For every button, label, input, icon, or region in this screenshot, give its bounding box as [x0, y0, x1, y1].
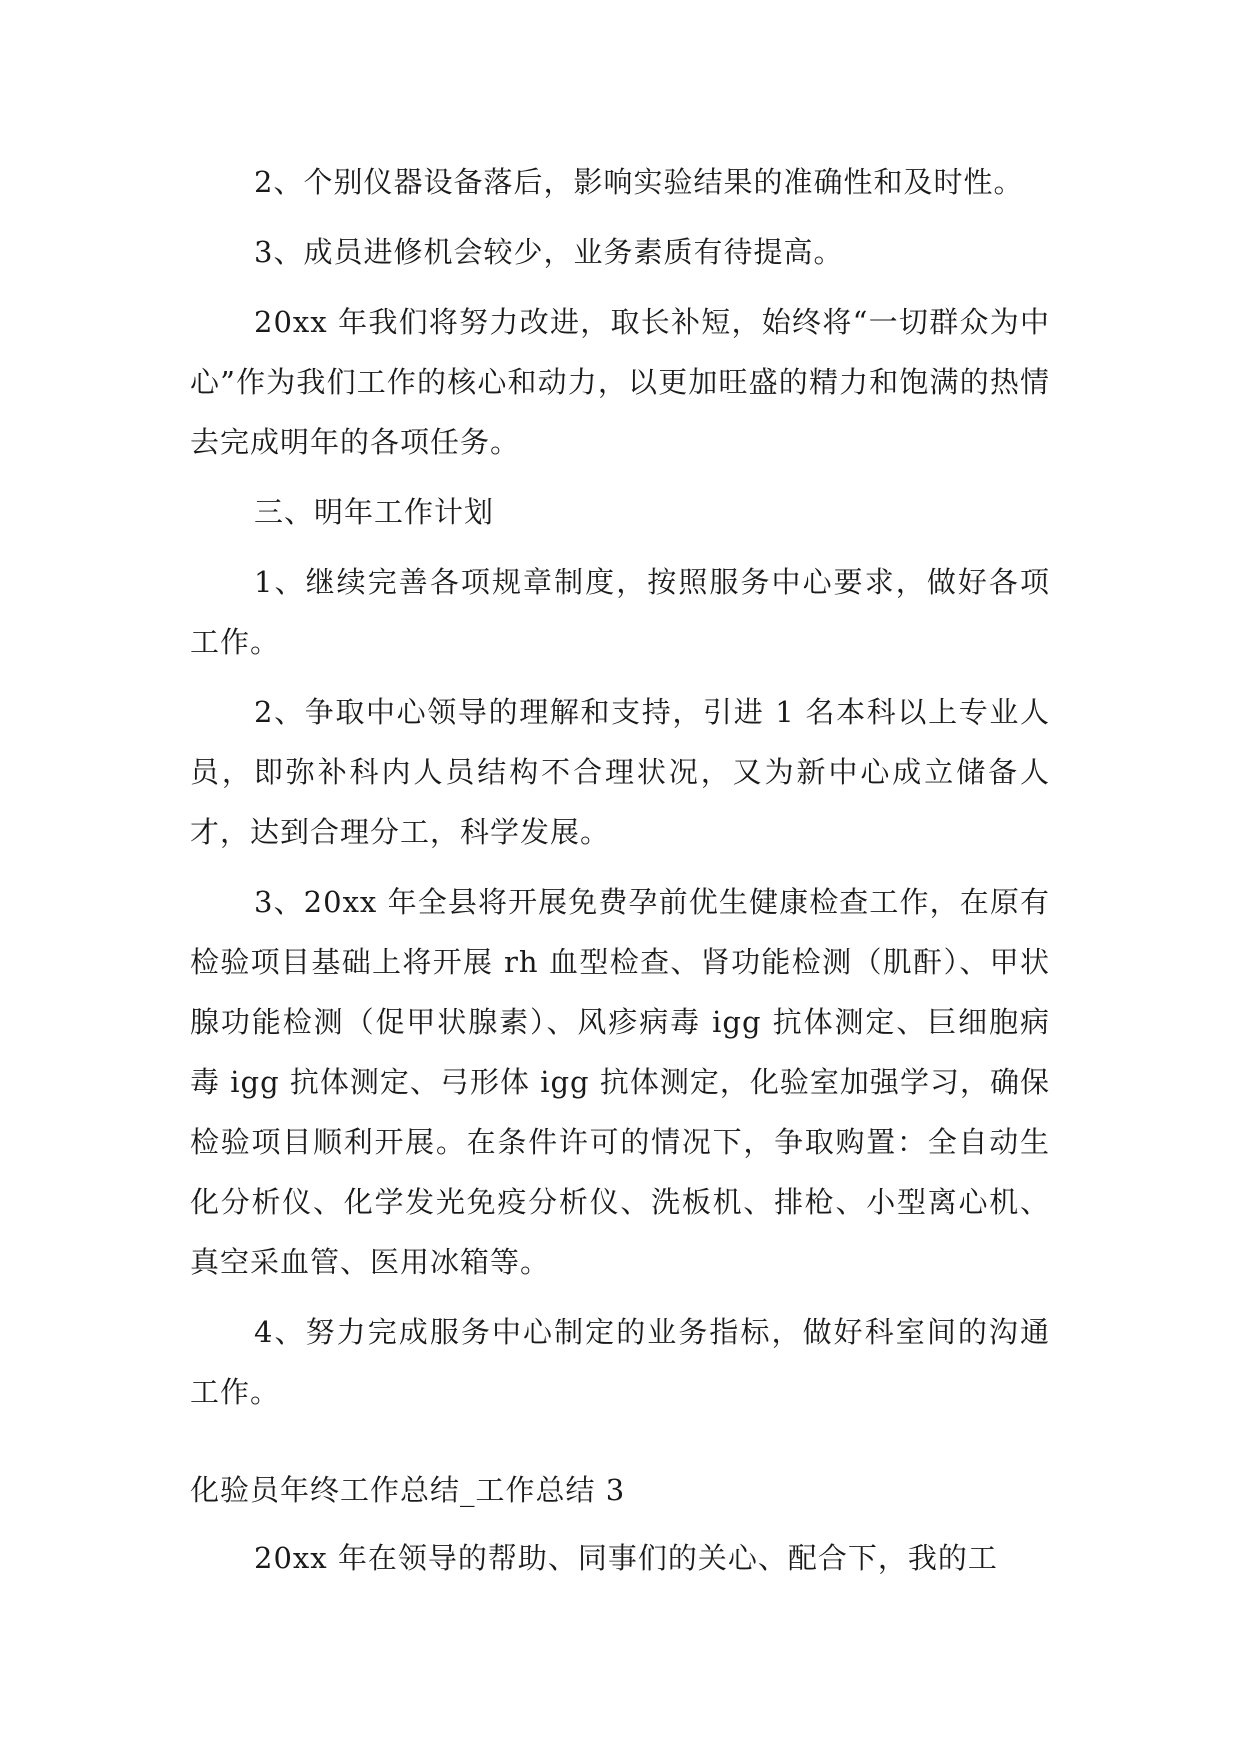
- paragraph-plan-heading: 三、明年工作计划: [254, 495, 495, 529]
- paragraph-instrument-issue: 2、个别仪器设备落后，影响实验结果的准确性和及时性。: [254, 165, 1024, 199]
- paragraph-training-issue: 3、成员进修机会较少，业务素质有待提高。: [254, 235, 844, 269]
- paragraph-improvement: 20xx 年我们将努力改进，取长补短，始终将“一切群众为中心”作为我们工作的核心和动力，以更加旺盛的精力和饱满的热情去完成明年的各项任务。: [190, 305, 1050, 459]
- section-first-paragraph: 20xx 年在领导的帮助、同事们的关心、配合下，我的工: [254, 1541, 998, 1575]
- section-title: 化验员年终工作总结_工作总结 3: [190, 1473, 626, 1507]
- document-page: [190, 152, 1050, 1598]
- paragraph-plan-3: 3、20xx 年全县将开展免费孕前优生健康检查工作，在原有检验项目基础上将开展 rh 血型检查、肾功能检测（肌酐）、甲状腺功能检测（促甲状腺素）、风疹病毒 igg 抗体测定、巨细胞病毒 igg 抗体测定、弓形体 igg 抗体测定，化验室加强学习，确保检验项目顺利开展。在条件许可的情况下，争取购置：全自动生化分析仪、化学发光免疫分析仪、洗板机、排枪、小型离心机、真空采血管、医用冰箱等。: [190, 885, 1050, 1279]
- paragraph-plan-4: 4、努力完成服务中心制定的业务指标，做好科室间的沟通工作。: [190, 1315, 1050, 1409]
- paragraph-plan-2: 2、争取中心领导的理解和支持，引进 1 名本科以上专业人员，即弥补科内人员结构不合理状况，又为新中心成立储备人才，达到合理分工，科学发展。: [190, 695, 1050, 849]
- paragraph-plan-1: 1、继续完善各项规章制度，按照服务中心要求，做好各项工作。: [190, 565, 1050, 659]
